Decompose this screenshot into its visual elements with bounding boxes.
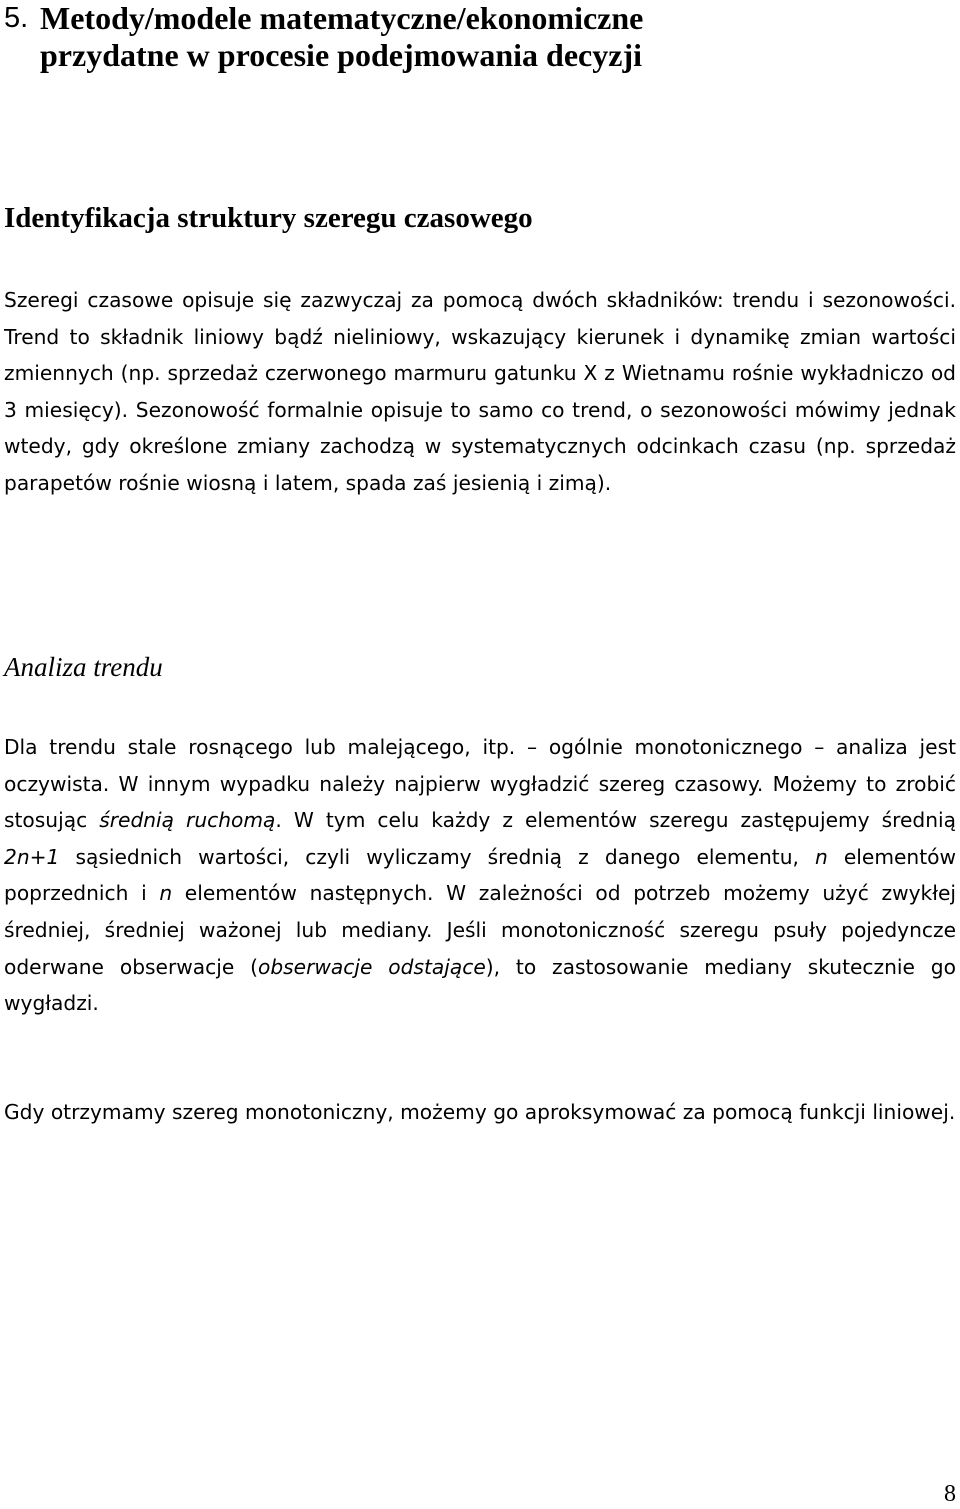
emphasis-variable-n: n xyxy=(159,881,173,906)
chapter-title-line-1: Metody/modele matematyczne/ekonomiczne xyxy=(40,0,644,36)
paragraph-text: . W tym celu każdy z elementów szeregu zastępujemy średnią xyxy=(275,808,957,833)
paragraph-text: elementów poprzednich i xyxy=(4,844,956,906)
paragraph-time-series-structure: Szeregi czasowe opisuje się zazwyczaj za pomocą dwóch składników: trendu i sezonowości. Trend to składnik liniowy bądź nieliniowy, wskazujący kierunek i dynamikę zmian wartości zmiennych (np. sprzedaż czerwonego marmuru gatunku X z Wietnamu rośnie wykładniczo od 3 miesięcy). Sezonowość formalnie opisuje to samo co trend, o sezonowości mówimy jednak wtedy, gdy określone zmiany zachodzą w systematycznych odcinkach czasu (np. sprzedaż parapetów rośnie wiosną i latem, spada zaś jesienią i zimą). xyxy=(4,288,956,495)
chapter-number: 5. xyxy=(4,2,29,34)
emphasis-outliers: obserwacje odstające xyxy=(258,954,486,979)
subsection-heading: Analiza trendu xyxy=(4,652,163,682)
paragraph-text: elementów następnych. W zależności od potrzeb możemy użyć zwykłej średniej, średniej ważonej lub mediany. Jeśli monotoniczność szeregu psuły pojedyncze oderwane obserwacje ( xyxy=(4,881,956,979)
paragraph-trend-analysis xyxy=(4,729,956,1022)
chapter-title-line-2: przydatne w procesie podejmowania decyzji xyxy=(40,37,642,73)
paragraph-linear-approximation: Gdy otrzymamy szereg monotoniczny, możemy go aproksymować za pomocą funkcji liniowej. xyxy=(4,1100,956,1124)
emphasis-variable-n: n xyxy=(815,844,828,869)
paragraph-text: Dla trendu stale rosnącego lub malejącego, itp. – ogólnie monotonicznego – analiza jest oczywista. W innym wypadku należy najpierw wygładzić szereg czasowy. Możemy to zrobić stosując xyxy=(4,735,956,833)
emphasis-moving-average: średnią ruchomą xyxy=(99,808,276,833)
chapter-title xyxy=(4,0,644,74)
emphasis-formula: 2n+1 xyxy=(4,844,60,869)
paragraph-text: sąsiednich wartości, czyli wyliczamy średnią z danego elementu, xyxy=(59,844,815,869)
paragraph-text: ), to zastosowanie mediany skutecznie go wygładzi. xyxy=(4,954,956,1016)
page-number: 8 xyxy=(944,1481,956,1507)
section-heading: Identyfikacja struktury szeregu czasowego xyxy=(4,202,533,234)
